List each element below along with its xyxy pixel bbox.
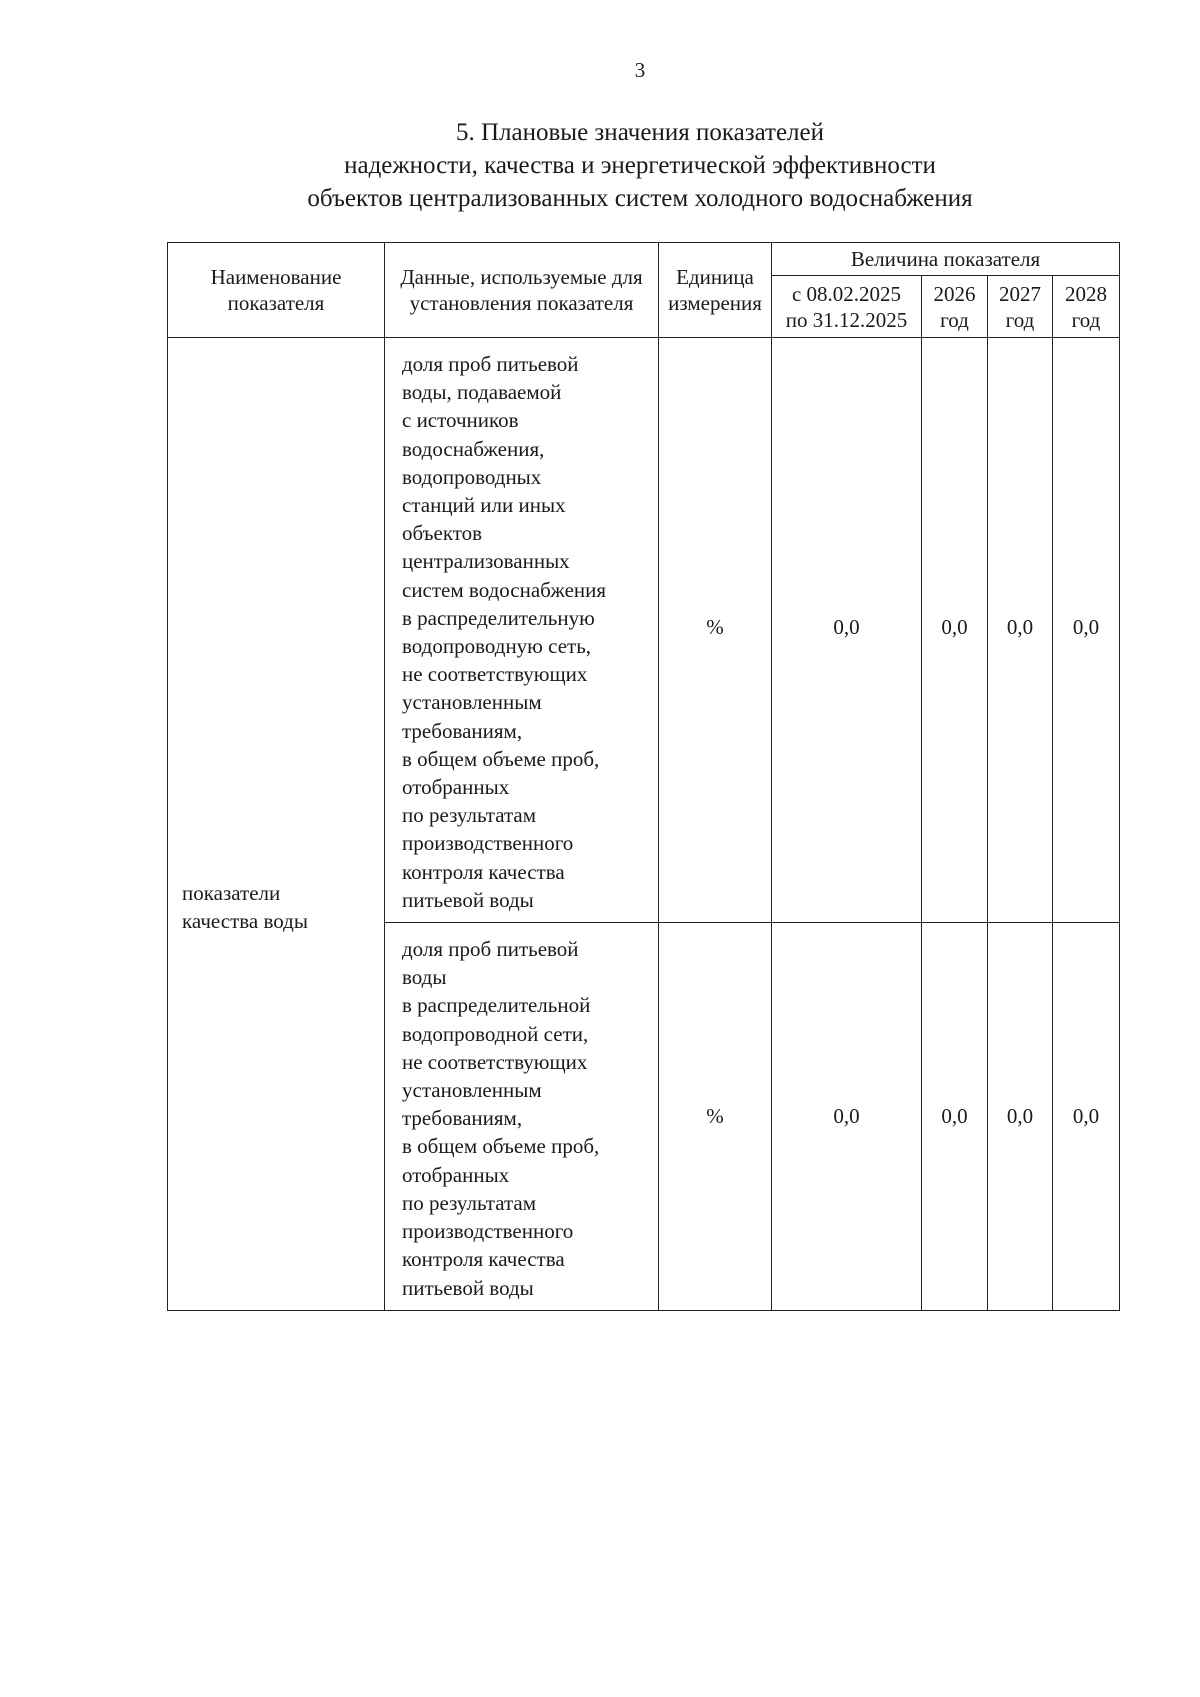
row-2-data-line: питьевой воды (402, 1275, 534, 1300)
header-year-2027-number: 2027 (999, 281, 1041, 306)
title-line-2: надежности, качества и энергетической эффективности (344, 152, 936, 179)
row-2-data-line: водопроводной сети, (402, 1021, 589, 1046)
row-1-data-line: по результатам (402, 803, 537, 828)
document-title (0, 116, 1200, 215)
row-1-data-line: питьевой воды (402, 887, 534, 912)
row-1-data-line: не соответствующих (402, 662, 588, 687)
row-1-data-line: объектов (402, 521, 483, 546)
row-1-data-line: систем водоснабжения (402, 577, 607, 602)
row-2-data-line: установленным (402, 1078, 542, 1103)
header-year-2026 (922, 276, 988, 338)
row-2-data-line: не соответствующих (402, 1049, 588, 1074)
row-1-unit: % (659, 338, 772, 923)
header-period-2025-from: с 08.02.2025 (791, 281, 902, 306)
row-2-data-description (385, 923, 659, 1311)
row-2-value-2028: 0,0 (1053, 923, 1120, 1311)
row-2-data-line: производственного (402, 1219, 574, 1244)
row-1-value-2025: 0,0 (772, 338, 922, 923)
row-1-data-line: водоснабжения, (402, 436, 545, 461)
row-1-data-line: водопроводных (402, 464, 542, 489)
table-row (168, 338, 1120, 923)
row-1-data-line: установленным (402, 690, 542, 715)
indicators-table (167, 242, 1120, 1311)
row-1-data-line: в общем объеме проб, (402, 746, 600, 771)
header-year-2026-word: год (940, 307, 969, 332)
row-1-data-line: водопроводную сеть, (402, 634, 592, 659)
row-2-value-2025: 0,0 (772, 923, 922, 1311)
row-1-value-2027: 0,0 (988, 338, 1053, 923)
row-1-data-line: воды, подаваемой (402, 380, 562, 405)
row-2-data-line: воды (402, 965, 447, 990)
header-year-2028-word: год (1071, 307, 1101, 332)
row-1-data-line: требованиям, (402, 718, 523, 743)
row-1-data-line: в распределительную (402, 605, 595, 630)
header-indicator-name: Наименование показателя (168, 243, 385, 338)
row-1-data-line: контроля качества (402, 859, 565, 884)
header-year-2026-number: 2026 (933, 281, 976, 306)
page-number: 3 (634, 58, 646, 82)
row-1-data-line: производственного (402, 831, 574, 856)
header-value-group: Величина показателя (772, 243, 1120, 276)
row-1-data-line: с источников (402, 408, 519, 433)
row-1-data-line: доля проб питьевой (402, 352, 579, 376)
indicator-group-name (168, 338, 385, 1311)
row-2-unit: % (659, 923, 772, 1311)
header-year-2027 (988, 276, 1053, 338)
header-year-2027-word: год (1005, 307, 1035, 332)
row-2-data-line: в общем объеме проб, (402, 1134, 600, 1159)
header-period-2025-to: по 31.12.2025 (785, 307, 908, 332)
row-1-data-line: станций или иных (402, 493, 566, 518)
row-1-value-2028: 0,0 (1053, 338, 1120, 923)
title-line-1: 5. Плановые значения показателей (455, 119, 825, 146)
row-2-data-line: в распределительной (402, 993, 591, 1018)
row-2-data-line: требованиям, (402, 1106, 523, 1131)
header-period-2025 (772, 276, 922, 338)
header-year-2028 (1053, 276, 1120, 338)
header-year-2028-number: 2028 (1065, 281, 1107, 306)
row-1-value-2026: 0,0 (922, 338, 988, 923)
row-1-data-description (385, 338, 659, 923)
row-2-data-line: доля проб питьевой (402, 937, 579, 962)
indicator-group-label: показатели качества воды (182, 880, 308, 933)
title-line-3: объектов централизованных систем холодного водоснабжения (307, 185, 973, 212)
row-1-data-line: централизованных (402, 549, 570, 574)
row-2-data-line: по результатам (402, 1190, 537, 1215)
row-2-value-2027: 0,0 (988, 923, 1053, 1311)
header-unit: Единица измерения (659, 243, 772, 338)
header-data-used: Данные, используемые для установления показателя (385, 243, 659, 338)
row-2-data-line: контроля качества (402, 1247, 565, 1272)
row-2-value-2026: 0,0 (922, 923, 988, 1311)
row-1-data-line: отобранных (402, 775, 510, 800)
row-2-data-line: отобранных (402, 1162, 510, 1187)
